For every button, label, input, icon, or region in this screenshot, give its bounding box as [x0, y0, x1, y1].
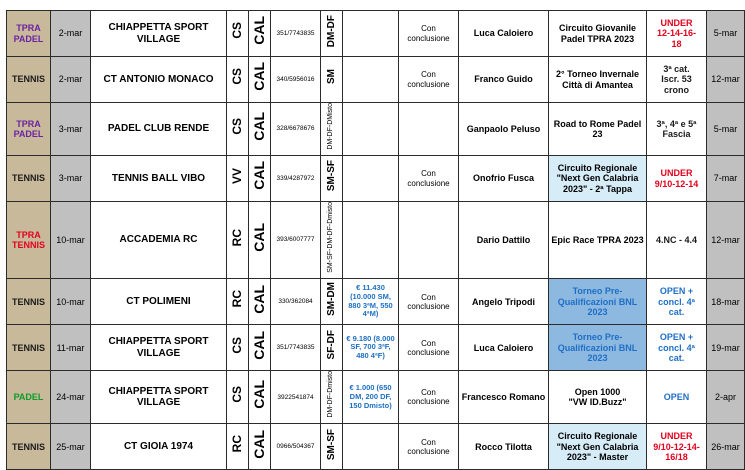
province-cell	[227, 11, 249, 57]
club-name: PADEL CLUB RENDE	[107, 123, 210, 135]
club-name: CHIAPPETTA SPORT VILLAGE	[108, 385, 209, 409]
tournament-name-line: Torneo Pre-	[572, 332, 623, 343]
level-line: OPEN +	[659, 286, 694, 297]
phone-cell	[271, 279, 321, 325]
category: DM-DF	[325, 14, 337, 47]
phone-cell	[271, 424, 321, 470]
format: Con conclusione	[407, 70, 450, 89]
level-line: 4.NC - 4.4	[655, 234, 697, 245]
club-name: CT POLIMENI	[126, 295, 191, 307]
level-cell	[647, 11, 707, 57]
start-date: 11-mar	[56, 342, 85, 353]
club-name: CHIAPPETTA SPORT VILLAGE	[108, 22, 209, 45]
region: CAL	[251, 284, 268, 314]
prize-cell	[343, 279, 399, 325]
format: Con conclusione	[407, 24, 450, 43]
phone-number: 340/5956016	[276, 75, 315, 83]
level-line: UNDER	[660, 431, 693, 442]
category-cell	[321, 57, 343, 103]
category: SF-DF	[325, 330, 337, 360]
referee-name: Franco Guido	[474, 74, 533, 85]
club-cell	[91, 371, 227, 424]
sport-cell	[7, 371, 51, 424]
region: CAL	[251, 16, 268, 46]
club-cell	[91, 57, 227, 103]
format-cell	[399, 424, 459, 470]
province-cell	[227, 202, 249, 279]
category-cell	[321, 156, 343, 202]
level-line: 9/10-12-14-	[653, 441, 700, 452]
sport-label: TENNIS	[11, 296, 45, 307]
prize-cell	[343, 371, 399, 424]
table-row	[7, 11, 745, 57]
format-cell	[399, 11, 459, 57]
level-cell	[647, 279, 707, 325]
region-cell	[249, 11, 271, 57]
club-cell	[91, 279, 227, 325]
start-date-cell	[51, 371, 91, 424]
sport-cell	[7, 11, 51, 57]
club-cell	[91, 424, 227, 470]
province: RC	[229, 435, 244, 453]
tournament-name-line: 23	[592, 129, 603, 140]
phone-cell	[271, 103, 321, 156]
level-cell	[647, 156, 707, 202]
sport-cell	[7, 156, 51, 202]
region: CAL	[251, 330, 268, 360]
phone-number: 0966/504367	[276, 443, 315, 451]
start-date-cell	[51, 57, 91, 103]
category: SM	[325, 69, 337, 85]
province-cell	[227, 156, 249, 202]
end-date: 12-mar	[711, 234, 740, 245]
tournament-name-line: 2023	[587, 352, 608, 363]
table-row	[7, 156, 745, 202]
club-name: CT ANTONIO MONACO	[103, 73, 214, 85]
province: CS	[229, 336, 244, 354]
club-cell	[91, 103, 227, 156]
end-date: 26-mar	[711, 441, 740, 452]
table-row	[7, 371, 745, 424]
end-date: 18-mar	[711, 296, 740, 307]
table-row	[7, 424, 745, 470]
start-date: 2-mar	[58, 28, 83, 39]
phone-cell	[271, 202, 321, 279]
format-cell	[399, 103, 459, 156]
tournament-name-line: Torneo Pre-	[572, 286, 623, 297]
category-cell	[321, 424, 343, 470]
prize-cell	[343, 156, 399, 202]
tournament-name-cell	[549, 11, 647, 57]
level-line: 18	[671, 38, 682, 49]
format: Con conclusione	[407, 338, 450, 357]
province: RC	[229, 290, 244, 308]
start-date: 2-mar	[58, 74, 83, 85]
phone-cell	[271, 57, 321, 103]
table-row	[7, 325, 745, 371]
tournament-name-line: "VW ID.Buzz"	[568, 397, 627, 408]
end-date-cell	[707, 11, 745, 57]
tournament-name-line: Road to Rome Padel	[553, 118, 642, 129]
end-date-cell	[707, 424, 745, 470]
start-date-cell	[51, 202, 91, 279]
referee-name: Ganpaolo Peluso	[466, 123, 541, 134]
start-date: 24-mar	[56, 392, 85, 403]
prize-money: € 9.180 (8.000 SF, 700 3ªF, 480 4ªF)	[346, 333, 395, 361]
phone-cell	[271, 156, 321, 202]
category: DM-DF-Dmisto	[327, 371, 335, 418]
end-date: 7-mar	[713, 173, 738, 184]
prize-cell	[343, 424, 399, 470]
end-date-cell	[707, 156, 745, 202]
sport-label: TENNIS	[11, 74, 45, 85]
level-line: cat.	[668, 306, 685, 317]
region-cell	[249, 156, 271, 202]
tournament-name-cell	[549, 279, 647, 325]
format: Con conclusione	[407, 292, 450, 311]
sport-label: TENNIS	[11, 173, 45, 184]
table-row	[7, 103, 745, 156]
tournament-name-line: 2023" - 2ª Tappa	[563, 183, 632, 194]
tournament-name-line: Circuito Giovanile	[558, 23, 636, 34]
end-date: 2-apr	[714, 392, 736, 403]
prize-cell	[343, 11, 399, 57]
sport-cell	[7, 325, 51, 371]
sport-label: TPRA	[16, 23, 41, 34]
tournament-name-line: 2023	[587, 306, 608, 317]
region-cell	[249, 371, 271, 424]
region-cell	[249, 202, 271, 279]
category-cell	[321, 202, 343, 279]
table-row	[7, 202, 745, 279]
tournament-name-line: Circuito Regionale	[557, 163, 638, 174]
tournament-name-cell	[549, 325, 647, 371]
province: RC	[229, 228, 244, 247]
start-date: 3-mar	[58, 173, 83, 184]
category: SM-SF-DM-DF-Dmisto	[327, 202, 335, 273]
province-cell	[227, 57, 249, 103]
end-date-cell	[707, 279, 745, 325]
sport-cell	[7, 279, 51, 325]
region-cell	[249, 57, 271, 103]
start-date: 10-mar	[56, 296, 85, 307]
format-cell	[399, 202, 459, 279]
referee-name: Luca Caloiero	[473, 342, 534, 353]
phone-cell	[271, 371, 321, 424]
format-cell	[399, 279, 459, 325]
province-cell	[227, 371, 249, 424]
category-cell	[321, 325, 343, 371]
sport-label: TENNIS	[11, 441, 45, 452]
level-cell	[647, 57, 707, 103]
sport-cell	[7, 202, 51, 279]
start-date: 25-mar	[56, 441, 85, 452]
level-cell	[647, 371, 707, 424]
format: Con conclusione	[407, 437, 450, 456]
tournament-name-line: "Next Gen Calabria	[556, 441, 639, 452]
tournament-name-line: Città di Amantea	[562, 79, 633, 90]
end-date: 5-mar	[713, 28, 738, 39]
province: CS	[229, 22, 244, 40]
phone-number: 351/7743835	[276, 343, 315, 351]
tournament-name-line: 2° Torneo Invernale	[556, 69, 639, 80]
level-line: concl. 4ª	[658, 342, 695, 353]
sport-cell	[7, 424, 51, 470]
start-date-cell	[51, 279, 91, 325]
tournament-name-line: Padel TPRA 2023	[560, 33, 635, 44]
end-date: 19-mar	[711, 342, 740, 353]
tournament-name-line: Qualificazioni BNL	[557, 342, 638, 353]
referee-name: Francesco Romano	[461, 392, 546, 403]
region-cell	[249, 325, 271, 371]
region: CAL	[251, 62, 268, 92]
club-cell	[91, 202, 227, 279]
category-cell	[321, 11, 343, 57]
level-cell	[647, 325, 707, 371]
club-name: ACCADEMIA RC	[119, 234, 198, 246]
sport-cell	[7, 57, 51, 103]
prize-cell	[343, 57, 399, 103]
category-cell	[321, 371, 343, 424]
province: CS	[229, 386, 244, 403]
category: SM-DM	[325, 282, 337, 316]
tournament-name-cell	[549, 371, 647, 424]
format-cell	[399, 57, 459, 103]
phone-cell	[271, 11, 321, 57]
tournament-name-line: Circuito Regionale	[557, 431, 638, 442]
prize-cell	[343, 103, 399, 156]
region: CAL	[251, 223, 268, 252]
tournament-name-cell	[549, 424, 647, 470]
province: CS	[229, 68, 244, 86]
region: CAL	[251, 380, 268, 409]
province: VV	[229, 167, 244, 184]
end-date-cell	[707, 325, 745, 371]
end-date: 5-mar	[713, 123, 738, 134]
level-line: Fascia	[662, 129, 691, 140]
tournament-name-cell	[549, 156, 647, 202]
sport-label: PADEL	[13, 129, 44, 140]
level-line: 3ª cat.	[663, 63, 690, 74]
level-line: 3ª, 4ª e 5ª	[656, 118, 697, 129]
club-name: TENNIS BALL VIBO	[111, 172, 206, 184]
referee-cell	[459, 11, 549, 57]
phone-number: 3922541874	[277, 393, 314, 401]
table-body	[7, 11, 745, 470]
category-cell	[321, 103, 343, 156]
level-cell	[647, 424, 707, 470]
phone-number: 330/362084	[278, 297, 313, 305]
province-cell	[227, 325, 249, 371]
end-date-cell	[707, 202, 745, 279]
sport-label: TPRA	[16, 118, 41, 129]
tournament-name-line: Epic Race TPRA 2023	[551, 234, 644, 245]
referee-name: Onofrio Fusca	[472, 173, 534, 184]
tournament-name-cell	[549, 103, 647, 156]
club-name: CT GIOIA 1974	[123, 441, 194, 453]
referee-cell	[459, 371, 549, 424]
club-cell	[91, 156, 227, 202]
referee-cell	[459, 325, 549, 371]
level-line: UNDER	[660, 17, 693, 28]
start-date: 3-mar	[58, 123, 83, 134]
tournament-name-cell	[549, 202, 647, 279]
referee-name: Luca Caloiero	[473, 28, 534, 39]
level-cell	[647, 103, 707, 156]
referee-cell	[459, 424, 549, 470]
phone-number: 393/6007777	[276, 236, 315, 244]
end-date-cell	[707, 57, 745, 103]
start-date-cell	[51, 103, 91, 156]
tournament-name-line: Open 1000	[574, 386, 621, 397]
province-cell	[227, 103, 249, 156]
sport-label: TENNIS	[11, 342, 45, 353]
sport-label: PADEL	[13, 392, 44, 403]
tournament-name-line: 2023" - Master	[566, 451, 629, 462]
level-line: UNDER	[660, 168, 693, 179]
end-date: 12-mar	[711, 74, 740, 85]
club-cell	[91, 11, 227, 57]
level-line: 16/18	[665, 451, 688, 462]
province-cell	[227, 279, 249, 325]
region: CAL	[251, 111, 268, 141]
tournament-name-line: "Next Gen Calabria	[556, 173, 639, 184]
table-row	[7, 279, 745, 325]
phone-cell	[271, 325, 321, 371]
level-line: concl. 4ª	[658, 296, 695, 307]
referee-name: Angelo Tripodi	[472, 296, 535, 307]
end-date-cell	[707, 103, 745, 156]
category: DM-DF-DMisto	[327, 103, 335, 150]
level-line: crono	[663, 84, 689, 95]
prize-money: € 1.000 (650 DM, 200 DF, 150 Dmisto)	[349, 383, 392, 410]
tournament-table	[6, 10, 745, 470]
category: SM-SF	[325, 160, 337, 192]
start-date-cell	[51, 11, 91, 57]
format-cell	[399, 371, 459, 424]
sport-cell	[7, 103, 51, 156]
club-cell	[91, 325, 227, 371]
start-date-cell	[51, 156, 91, 202]
prize-money: € 11.430 (10.000 SM, 880 3ªM, 550 4ªM)	[348, 283, 393, 319]
format-cell	[399, 325, 459, 371]
level-line: 12-14-16-	[656, 28, 697, 39]
end-date-cell	[707, 371, 745, 424]
format: Con conclusione	[407, 169, 450, 188]
sport-label: PADEL	[13, 33, 44, 44]
region: CAL	[251, 161, 268, 191]
start-date-cell	[51, 325, 91, 371]
region-cell	[249, 103, 271, 156]
referee-cell	[459, 57, 549, 103]
category: SM-SF	[325, 428, 337, 460]
start-date: 10-mar	[56, 234, 85, 245]
phone-number: 328/6678676	[276, 125, 315, 133]
referee-cell	[459, 103, 549, 156]
region: CAL	[251, 429, 268, 459]
region-cell	[249, 279, 271, 325]
province-cell	[227, 424, 249, 470]
referee-name: Rocco Tilotta	[475, 441, 532, 452]
referee-cell	[459, 202, 549, 279]
sport-label: TPRA	[16, 229, 41, 240]
province: CS	[229, 118, 244, 135]
tournament-name-cell	[549, 57, 647, 103]
format: Con conclusione	[407, 388, 450, 407]
level-cell	[647, 202, 707, 279]
phone-number: 339/4287972	[276, 174, 315, 182]
table-row	[7, 57, 745, 103]
sport-label: TENNIS	[11, 240, 45, 251]
tournament-name-line: Qualificazioni BNL	[557, 296, 638, 307]
phone-number: 351/7743835	[276, 29, 315, 37]
start-date-cell	[51, 424, 91, 470]
referee-name: Dario Dattilo	[476, 234, 531, 245]
referee-cell	[459, 156, 549, 202]
prize-cell	[343, 202, 399, 279]
level-line: Iscr. 53	[661, 74, 692, 85]
level-line: OPEN	[663, 392, 690, 403]
level-line: cat.	[668, 352, 685, 363]
category-cell	[321, 279, 343, 325]
prize-cell	[343, 325, 399, 371]
level-line: 9/10-12-14	[654, 178, 699, 189]
region-cell	[249, 424, 271, 470]
club-name: CHIAPPETTA SPORT VILLAGE	[108, 336, 209, 359]
format-cell	[399, 156, 459, 202]
referee-cell	[459, 279, 549, 325]
level-line: OPEN +	[659, 332, 694, 343]
